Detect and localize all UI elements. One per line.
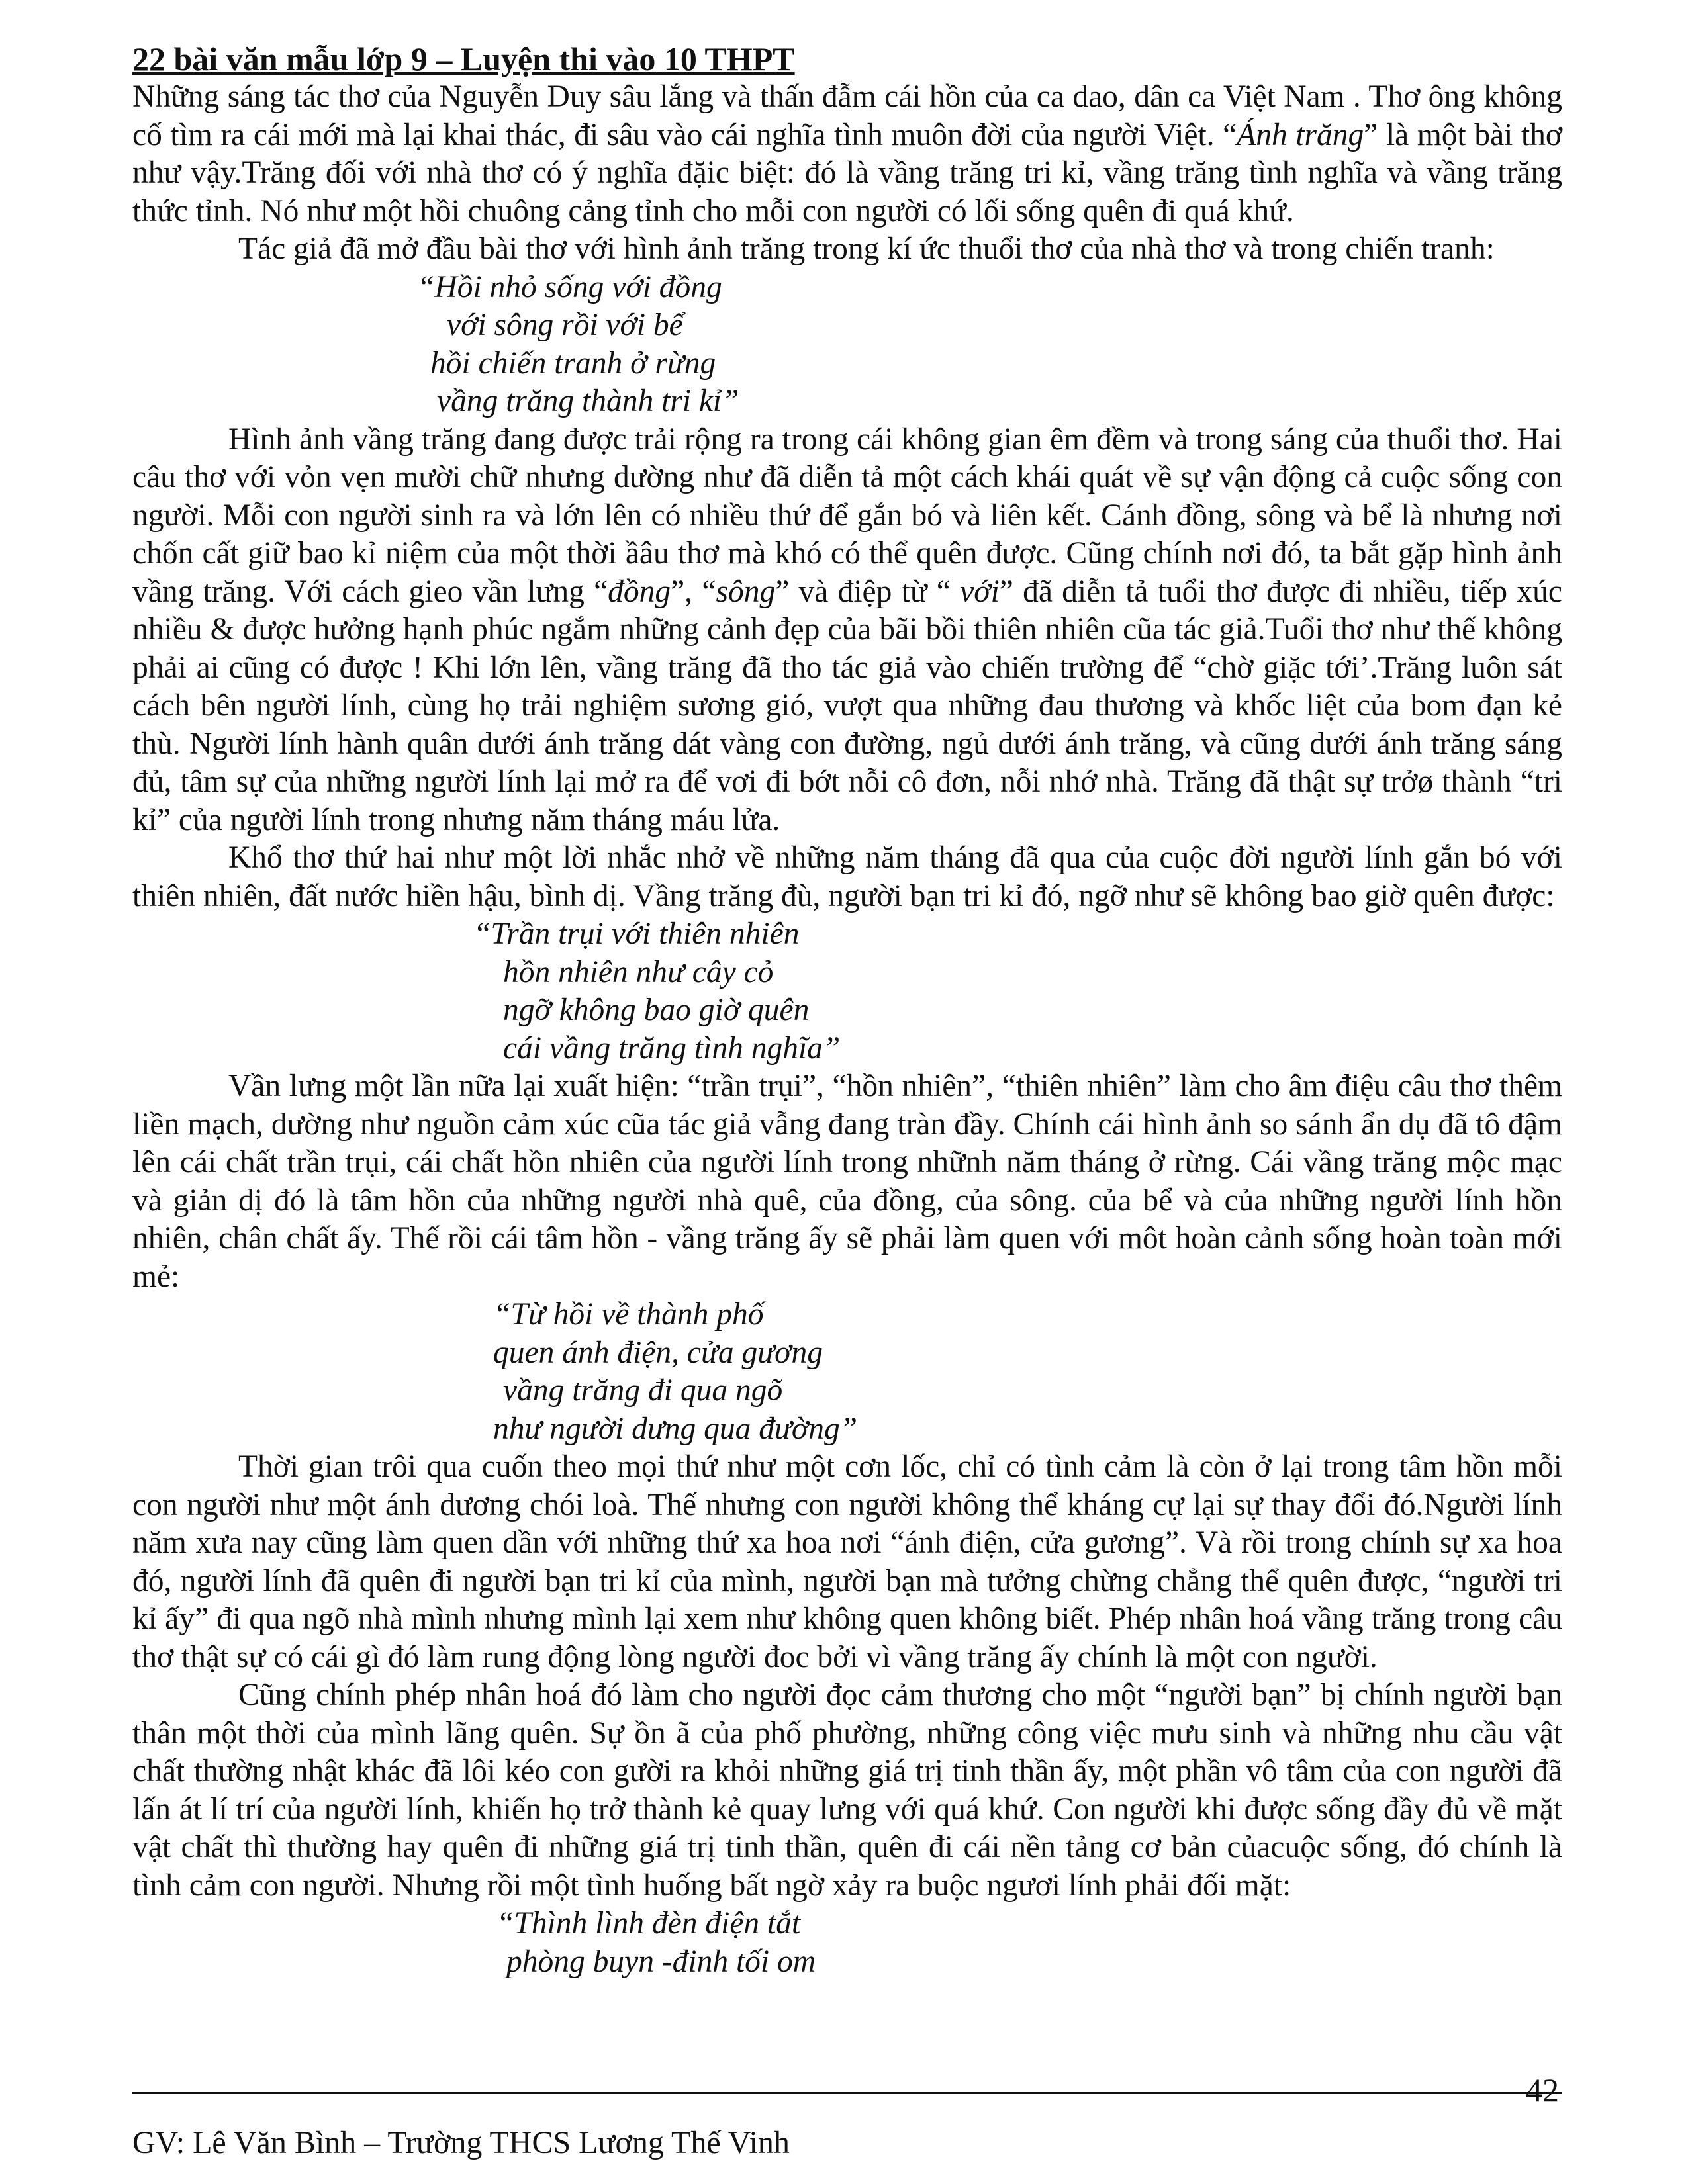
- page-number: 42: [1526, 2071, 1559, 2109]
- paragraph-5: Vần lưng một lần nữa lại xuất hiện: “trần trụi”, “hồn nhiên”, “thiên nhiên” làm cho âm điệu câu thơ thêm liền mạch, dường như nguồn cảm xúc cũa tác giả vẫng đang tràn đầy. Chính cái hình ảnh so sánh ẩn dụ đã tô đậm lên cái chất trần trụi, cái chất hồn nhiên của người lính trong nhữnh năm tháng ở rừng. Cái vầng trăng mộc mạc và giản dị đó là tâm hồn của những người nhà quê, của đồng, của sông. của bể và của những người lính hồn nhiên, chân chất ấy. Thế rồi cái tâm hồn - vầng trăng ấy sẽ phải làm quen với môt hoàn cảnh sống hoàn toàn mới mẻ:: [132, 1069, 1562, 1294]
- paragraph-1: [132, 78, 1562, 230]
- paragraph-3-text-a: Hình ảnh vầng trăng đang được trải rộng ra trong cái không gian êm đềm và trong sáng của thuổi thơ. Hai câu thơ với vỏn vẹn mười chữ nhưng dường như đã diễn tả một cách khái quát về sự vận động cả cuộc sống con người. Mỗi con người sinh ra và lớn lên có nhiều thứ để gắn bó và liên kết. Cánh đồng, sông và bể là nhưng nơi chốn cất giữ bao kỉ niệm của một thời ầâu thơ mà khó có thể quên được. Cũng chính nơi đó, ta bắt gặp hình ảnh vầng trăng. Với cách gieo vần lưng “: [132, 422, 1562, 609]
- poem-line: phòng buyn -đinh tối om: [506, 1944, 816, 1979]
- paragraph-3-emphasis-3: với: [960, 574, 1000, 609]
- paragraph-3-emphasis-2: sông: [716, 574, 776, 609]
- paragraph-7: Cũng chính phép nhân hoá đó làm cho người đọc cảm thương cho một “người bạn” bị chính người bạn thân một thời của mình lãng quên. Sự ồn ã của phố phường, những công việc mưu sinh và những nhu cầu vật chất thường nhật khác đã lôi kéo con gười ra khỏi những giá trị tinh thần ấy, một phần vô tâm của con người đã lấn át lí trí của người lính, khiến họ trở thành kẻ quay lưng với quá khứ. Con người khi được sống đầy đủ về mặt vật chất thì thường hay quên đi những giá trị tinh thần, quên đi cái nền tảng cơ bản củacuộc sống, đó chính là tình cảm con người. Nhưng rồi một tình huống bất ngờ xảy ra buộc ngươi lính phải đối mặt:: [132, 1678, 1562, 1903]
- paragraph-4: Khổ thơ thứ hai như một lời nhắc nhở về những năm tháng đã qua của cuộc đời người lính gắn bó với thiên nhiên, đất nước hiền hậu, bình dị. Vầng trăng đù, người bạn tri kỉ đó, ngỡ như sẽ không bao giờ quên được:: [132, 841, 1562, 913]
- poem-line: quen ánh điện, cửa gương: [493, 1335, 823, 1370]
- paragraph-3-text-b: ”, “: [671, 574, 716, 609]
- footer-divider: [132, 2092, 1562, 2094]
- paragraph-3-text-c: ” và điệp từ “: [775, 574, 961, 609]
- page-title: 22 bài văn mẫu lớp 9 – Luyện thi vào 10 THPT: [132, 40, 795, 77]
- paragraph-3-emphasis-1: đồng: [608, 574, 671, 609]
- poem-line: “Thình lình đèn điện tắt: [496, 1906, 801, 1940]
- essay-body: [132, 78, 1562, 1981]
- paragraph-1-text-a: Những sáng tác thơ của Nguyễn Duy sâu lắng và thấn đẫm cái hồn của ca dao, dân ca Việt Nam . Thơ ông không cố tìm ra cái mới mà lại khai thác, đi sâu vào cái nghĩa tình muôn đời của người Việt. “: [132, 79, 1562, 152]
- poem-line: “Hồi nhỏ sống với đồng: [417, 269, 722, 304]
- poem-line: với sông rồi với bể: [447, 308, 683, 342]
- poem-line: cái vầng trăng tình nghĩa”: [503, 1030, 841, 1066]
- poem-line: “Trần trụi với thiên nhiên: [473, 917, 800, 951]
- paragraph-3: [132, 421, 1562, 840]
- footer-author: GV: Lê Văn Bình – Trường THCS Lương Thế Vinh: [132, 2125, 790, 2160]
- paragraph-3-text-d: ” đã diễn tả tuổi thơ được đi nhiều, tiếp xúc nhiều & được hưởng hạnh phúc ngắm những cảnh đẹp của bãi bồi thiên nhiên cũa tác giả.Tuổi thơ như thế không phải ai cũng có được ! Khi lớn lên, vầng trăng đã tho tác giả vào chiến trường để “chờ giặc tới’.Trăng luôn sát cách bên người lính, cùng họ trải nghiệm sương gió, vượt qua những đau thương và khốc liệt của bom đạn kẻ thù. Người lính hành quân dưới ánh trăng dát vàng con đường, ngủ dưới ánh trăng, và cũng dưới ánh trăng sáng đủ, tâm sự của những người lính lại mở ra để vơi đi bớt nỗi cô đơn, nỗi nhớ nhà. Trăng đã thật sự trởø thành “tri kỉ” của người lính trong nhưng năm tháng máu lửa.: [132, 574, 1562, 837]
- poem-stanza-3: [493, 1296, 1562, 1448]
- poem-line: hồi chiến tranh ở rừng: [430, 345, 716, 381]
- poem-line: hồn nhiên như cây cỏ: [503, 954, 774, 989]
- poem-stanza-2: [473, 915, 1562, 1068]
- poem-line: như người dưng qua đường”: [493, 1411, 858, 1446]
- paragraph-1-emphasis: Ánh trăng: [1237, 117, 1364, 152]
- poem-line: vầng trăng đi qua ngõ: [503, 1373, 783, 1408]
- poem-stanza-1: [417, 269, 1562, 421]
- poem-line: vầng trăng thành tri kỉ”: [437, 384, 739, 418]
- paragraph-2: Tác giả đã mở đầu bài thơ với hình ảnh trăng trong kí ức thuổi thơ của nhà thơ và trong chiến tranh:: [238, 232, 1495, 266]
- paragraph-1-text-b: ” là một bài thơ như vậy.Trăng đối với nhà thơ có ý nghĩa đặic biệt: đó là vầng trăng tri kỉ, vầng trăng tình nghĩa và vầng trăng thức tỉnh. Nó như một hồi chuông cảng tỉnh cho mỗi con người có lối sống quên đi quá khứ.: [132, 117, 1563, 228]
- paragraph-6: Thời gian trôi qua cuốn theo mọi thứ như một cơn lốc, chỉ có tình cảm là còn ở lại trong tâm hồn mỗi con người như một ánh dương chói loà. Thế nhưng con người không thể kháng cự lại sự thay đổi đó.Người lính năm xưa nay cũng làm quen dần với những thứ xa hoa nơi “ánh điện, cửa gương”. Và rồi trong chính sự xa hoa đó, người lính đã quên đi người bạn tri kỉ của mình, người bạn mà tưởng chừng chẳng thể quên được, “người tri kỉ ấy” đi qua ngõ nhà mình nhưng mình lại xem như không quen không biết. Phép nhân hoá vầng trăng trong câu thơ thật sự có cái gì đó làm rung động lòng người đoc bởi vì vầng trăng ấy chính là một con người.: [132, 1449, 1562, 1674]
- poem-line: “Từ hồi về thành phố: [493, 1297, 764, 1332]
- poem-line: ngỡ không bao giờ quên: [503, 993, 810, 1027]
- poem-stanza-4: [496, 1905, 1562, 1981]
